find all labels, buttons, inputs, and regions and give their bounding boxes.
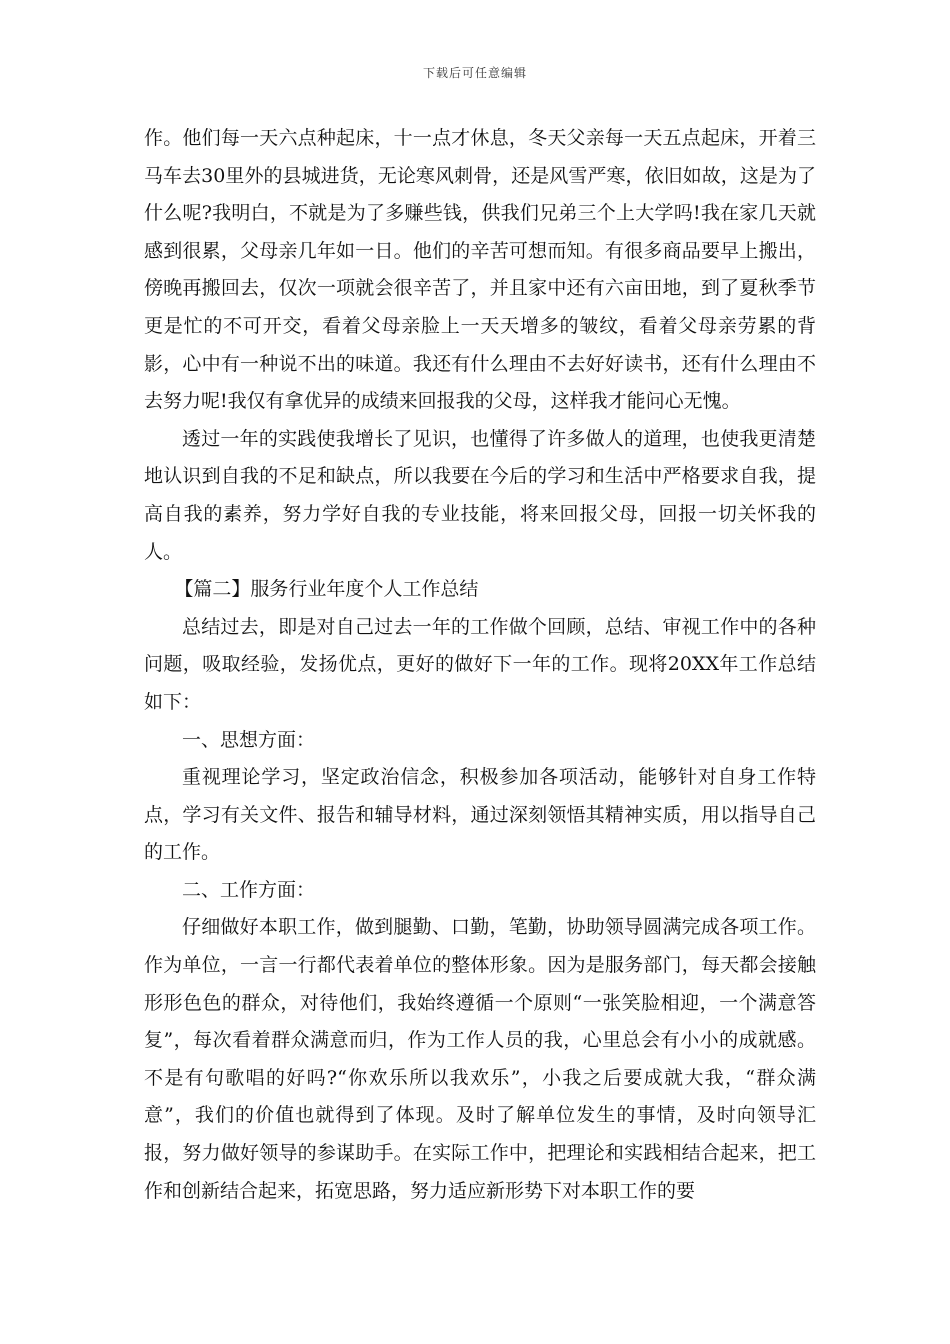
document-body (144, 120, 816, 1210)
paragraph-work-details: 仔细做好本职工作，做到腿勤、口勤，笔勤，协助领导圆满完成各项工作。作为单位，一言一行都代表着单位的整体形象。因为是服务部门，每天都会接触形形色色的群众，对待他们，我始终遵循一个原则“一张笑脸相迎，一个满意答复”，每次看着群众满意而归，作为工作人员的我，心里总会有小小的成就感。不是有句歌唱的好吗?“你欢乐所以我欢乐”，小我之后要成就大我，“群众满意”，我们的价值也就得到了体现。及时了解单位发生的事情，及时向领导汇报，努力做好领导的参谋助手。在实际工作中，把理论和实践相结合起来，把工作和创新结合起来，拓宽思路，努力适应新形势下对本职工作的要 (144, 916, 816, 1202)
heading-ideology: 一、思想方面： (182, 728, 316, 751)
paragraph-year-reflection: 透过一年的实践使我增长了见识，也懂得了许多做人的道理，也使我更清楚地认识到自我的不足和缺点，所以我要在今后的学习和生活中严格要求自我，提高自我的素养，努力学好自我的专业技能，将来回报父母，回报一切关怀我的人。 (144, 427, 816, 563)
paragraph-parents-hardship: 作。他们每一天六点种起床，十一点才休息，冬天父亲每一天五点起床，开着三马车去30里外的县城进货，无论寒风刺骨，还是风雪严寒，依旧如故，这是为了什么呢?我明白，不就是为了多赚些钱，供我们兄弟三个上大学吗!我在家几天就感到很累，父母亲几年如一日。他们的辛苦可想而知。有很多商品要早上搬出，傍晚再搬回去，仅次一项就会很辛苦了，并且家中还有六亩田地，到了夏秋季节更是忙的不可开交，看着父母亲脸上一天天增多的皱纹，看着父母亲劳累的背影，心中有一种说不出的味道。我还有什么理由不去好好读书，还有什么理由不去努力呢!我仅有拿优异的成绩来回报我的父母，这样我才能问心无愧。 (144, 127, 816, 413)
paragraph-theory-study: 重视理论学习，坚定政治信念，积极参加各项活动，能够针对自身工作特点，学习有关文件、报告和辅导材料，通过深刻领悟其精神实质，用以指导自己的工作。 (144, 766, 816, 864)
section-title-part-two: 【篇二】服务行业年度个人工作总结 (174, 578, 479, 601)
page-header-note: 下载后可任意编辑 (422, 66, 527, 80)
heading-work: 二、工作方面： (182, 878, 316, 901)
paragraph-summary-intro: 总结过去，即是对自己过去一年的工作做个回顾，总结、审视工作中的各种问题，吸取经验，发扬优点，更好的做好下一年的工作。现将20XX年工作总结如下： (144, 615, 816, 713)
